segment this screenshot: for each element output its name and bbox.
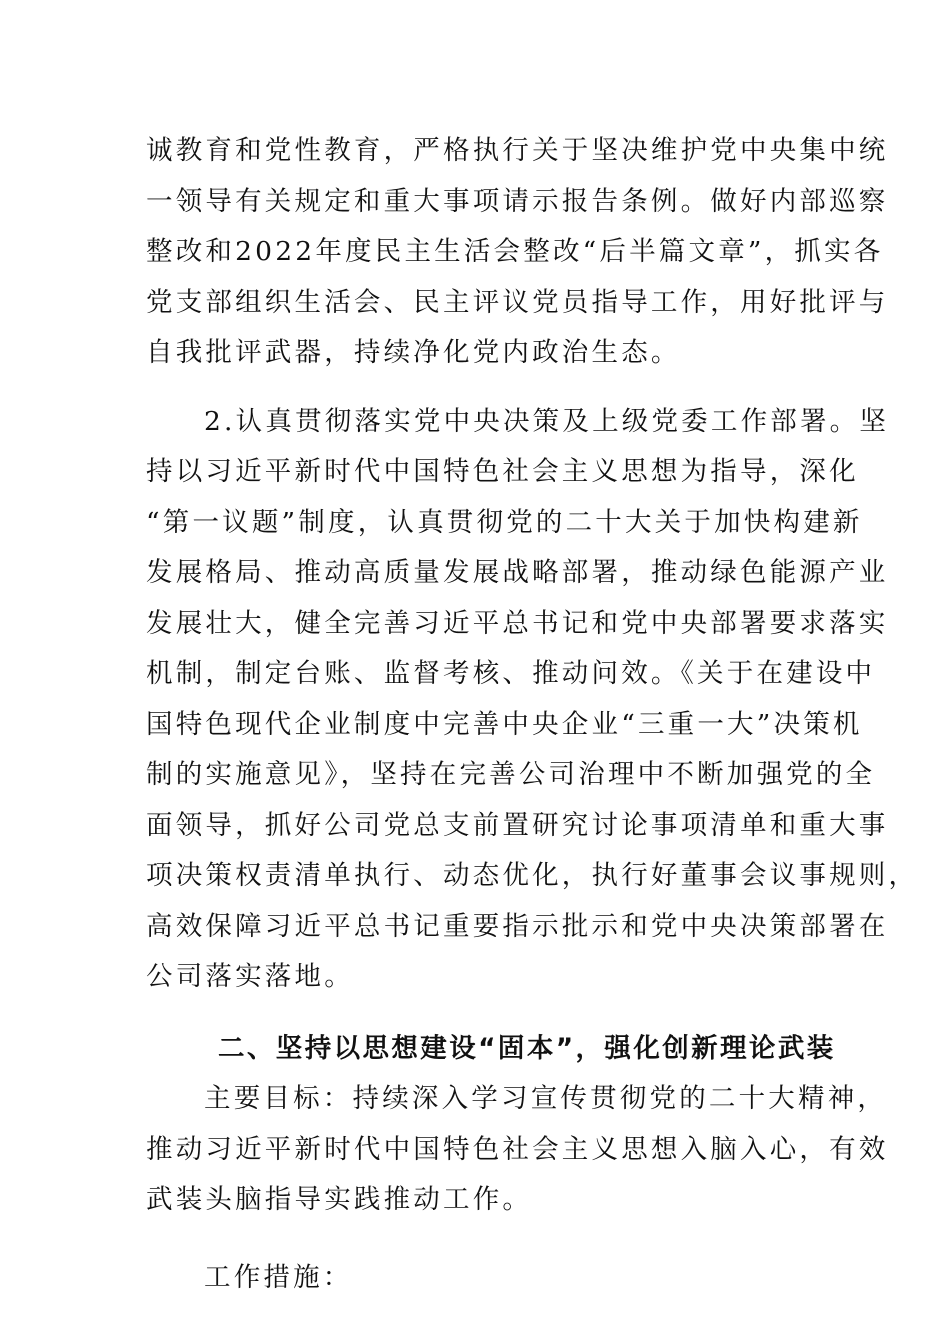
document-body — [146, 126, 919, 1303]
text-line: 公司落实落地。 — [146, 961, 354, 992]
text-line: 发展壮大，健全完善习近平总书记和党中央部署要求落实 — [146, 607, 889, 639]
text-line: 面领导，抓好公司党总支前置研究讨论事项清单和重大事 — [146, 809, 889, 841]
paragraph-party-spirit-education — [146, 126, 889, 379]
text-line: 工作措施： — [204, 1261, 353, 1293]
text-line: 党支部组织生活会、民主评议党员指导工作，用好批评与 — [146, 286, 889, 318]
text-line: 武装头脑指导实践推动工作。 — [146, 1184, 533, 1215]
text-line: 整改和2022年度民主生活会整改“后半篇文章”，抓实各 — [146, 236, 884, 267]
text-line: 2.认真贯彻落实党中央决策及上级党委工作部署。坚 — [204, 405, 890, 437]
text-line: 主要目标：持续深入学习宣传贯彻党的二十大精神， — [204, 1083, 888, 1114]
section-heading: 二、坚持以思想建设“固本”，强化创新理论武装 — [218, 1032, 836, 1064]
text-line: 持以习近平新时代中国特色社会主义思想为指导，深化 — [146, 456, 859, 487]
text-line: 推动习近平新时代中国特色社会主义思想入脑入心，有效 — [146, 1133, 889, 1165]
paragraph-work-measures — [146, 1253, 796, 1304]
text-line: 机制，制定台账、监督考核、推动问效。《关于在建设中 — [146, 658, 876, 689]
text-line: “第一议题”制度，认真贯彻党的二十大关于加快构建新 — [146, 506, 863, 538]
text-line: 国特色现代企业制度中完善中央企业“三重一大”决策机 — [146, 708, 863, 740]
text-line: 项决策权责清单执行、动态优化，执行好董事会议事规则， — [146, 860, 919, 891]
text-line: 诚教育和党性教育，严格执行关于坚决维护党中央集中统 — [146, 135, 889, 166]
paragraph-main-goal — [146, 1074, 889, 1226]
paragraph-implement-decisions — [146, 397, 919, 1003]
text-line: 一领导有关规定和重大事项请示报告条例。做好内部巡察 — [146, 185, 889, 217]
text-line: 制的实施意见》，坚持在完善公司治理中不断加强党的全 — [146, 759, 876, 790]
text-line: 发展格局、推动高质量发展战略部署，推动绿色能源产业 — [146, 557, 889, 588]
text-line: 自我批评武器，持续净化党内政治生态。 — [146, 337, 681, 368]
text-line: 高效保障习近平总书记重要指示批示和党中央决策部署在 — [146, 910, 889, 942]
